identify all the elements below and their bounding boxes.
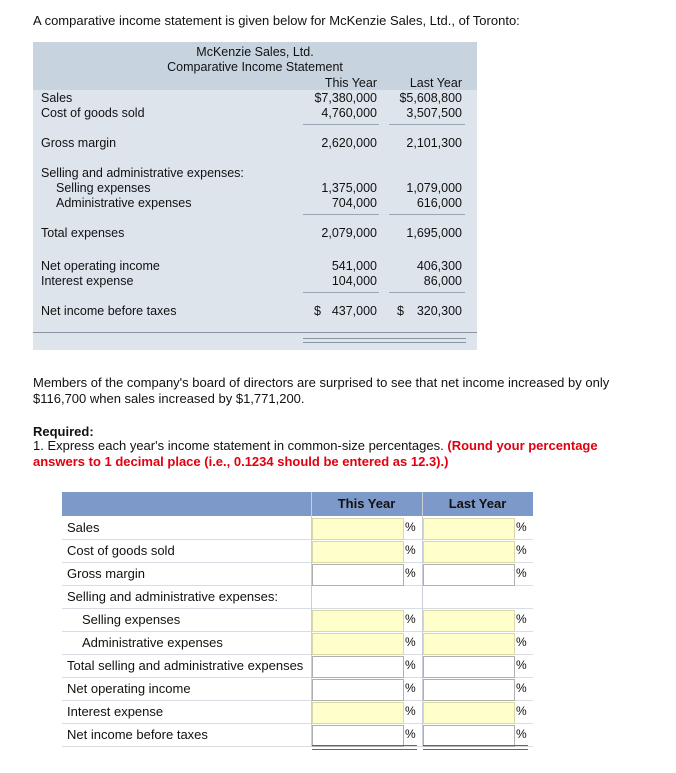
row-label: Net operating income bbox=[67, 681, 191, 696]
last-year-percent-input[interactable] bbox=[423, 610, 515, 632]
this-year-percent-input[interactable] bbox=[312, 564, 404, 586]
divider bbox=[303, 338, 466, 339]
intro-text: A comparative income statement is given below for McKenzie Sales, Ltd., of Toronto: bbox=[33, 13, 520, 28]
percent-sign: % bbox=[405, 543, 416, 557]
row-total-exp-this: 2,079,000 bbox=[321, 226, 377, 240]
row-gross-label: Gross margin bbox=[41, 136, 117, 150]
row-label: Net income before taxes bbox=[67, 727, 208, 742]
last-year-percent-input[interactable] bbox=[423, 656, 515, 678]
row-admin-this: 704,000 bbox=[331, 196, 377, 210]
row-label: Total selling and administrative expenses bbox=[67, 658, 304, 673]
table-row bbox=[62, 562, 533, 586]
this-year-percent-input[interactable] bbox=[312, 518, 404, 540]
row-net-op-label: Net operating income bbox=[41, 259, 160, 273]
row-gross-this: 2,620,000 bbox=[321, 136, 377, 150]
row-total-exp-label: Total expenses bbox=[41, 226, 125, 240]
income-statement bbox=[33, 42, 477, 350]
row-selling-last: 1,079,000 bbox=[406, 181, 462, 195]
row-gross-last: 2,101,300 bbox=[406, 136, 462, 150]
percent-sign: % bbox=[516, 543, 527, 557]
row-label: Selling expenses bbox=[82, 612, 181, 627]
table-row bbox=[62, 723, 533, 747]
row-interest-last: 86,000 bbox=[423, 274, 462, 288]
row-nibt-this-symbol: $ bbox=[314, 304, 321, 318]
row-label: Interest expense bbox=[67, 704, 164, 719]
this-year-percent-input[interactable] bbox=[312, 679, 404, 701]
col-this-year: This Year bbox=[324, 76, 377, 90]
divider bbox=[303, 292, 379, 293]
row-interest-label: Interest expense bbox=[41, 274, 134, 288]
table-row bbox=[62, 654, 533, 678]
statement-title: Comparative Income Statement bbox=[167, 60, 343, 74]
percent-sign: % bbox=[516, 635, 527, 649]
this-year-percent-input[interactable] bbox=[312, 725, 404, 747]
divider bbox=[389, 124, 465, 125]
percent-sign: % bbox=[405, 520, 416, 534]
row-nibt-this: 437,000 bbox=[331, 304, 377, 318]
row-admin-label: Administrative expenses bbox=[56, 196, 192, 210]
header-last-year: Last Year bbox=[448, 496, 507, 511]
this-year-percent-input[interactable] bbox=[312, 610, 404, 632]
rounding-instruction: (Round your percentage answers to 1 decimal place (i.e., 0.1234 should be entered as 12.3).) bbox=[33, 438, 598, 469]
row-selling-this: 1,375,000 bbox=[321, 181, 377, 195]
this-year-percent-input[interactable] bbox=[312, 702, 404, 724]
divider bbox=[389, 214, 465, 215]
percent-sign: % bbox=[405, 612, 416, 626]
percent-sign: % bbox=[516, 658, 527, 672]
percent-sign: % bbox=[516, 520, 527, 534]
row-net-op-last: 406,300 bbox=[416, 259, 462, 273]
row-sga-header: Selling and administrative expenses: bbox=[41, 166, 244, 180]
last-year-percent-input[interactable] bbox=[423, 541, 515, 563]
percent-sign: % bbox=[405, 727, 416, 741]
col-last-year: Last Year bbox=[409, 76, 462, 90]
row-sales-label: Sales bbox=[41, 91, 73, 105]
required-item bbox=[33, 438, 633, 470]
percent-sign: % bbox=[405, 704, 416, 718]
percent-sign: % bbox=[405, 681, 416, 695]
row-nibt-label: Net income before taxes bbox=[41, 304, 177, 318]
table-row bbox=[62, 516, 533, 540]
percent-sign: % bbox=[516, 612, 527, 626]
table-row bbox=[62, 631, 533, 655]
percent-sign: % bbox=[516, 681, 527, 695]
row-label: Selling and administrative expenses: bbox=[67, 589, 279, 604]
percent-sign: % bbox=[516, 727, 527, 741]
last-year-percent-input[interactable] bbox=[423, 633, 515, 655]
last-year-percent-input[interactable] bbox=[423, 518, 515, 540]
this-year-percent-input[interactable] bbox=[312, 656, 404, 678]
table-row bbox=[62, 608, 533, 632]
row-sales-last: $5,608,800 bbox=[399, 91, 462, 105]
column-divider bbox=[422, 492, 423, 746]
row-cogs-this: 4,760,000 bbox=[321, 106, 377, 120]
required-text: 1. Express each year's income statement in common-size percentages. bbox=[33, 438, 444, 453]
row-selling-label: Selling expenses bbox=[56, 181, 151, 195]
row-interest-this: 104,000 bbox=[331, 274, 377, 288]
percent-sign: % bbox=[405, 635, 416, 649]
row-nibt-last-symbol: $ bbox=[397, 304, 404, 318]
row-cogs-last: 3,507,500 bbox=[406, 106, 462, 120]
percent-sign: % bbox=[516, 704, 527, 718]
divider bbox=[303, 124, 379, 125]
this-year-percent-input[interactable] bbox=[312, 541, 404, 563]
row-total-exp-last: 1,695,000 bbox=[406, 226, 462, 240]
row-label: Gross margin bbox=[67, 566, 146, 581]
row-nibt-last: 320,300 bbox=[416, 304, 462, 318]
this-year-percent-input[interactable] bbox=[312, 633, 404, 655]
divider bbox=[303, 342, 466, 343]
percent-sign: % bbox=[405, 658, 416, 672]
board-note: Members of the company's board of directors are surprised to see that net income increased by only $116,700 when sales increased by $1,771,200. bbox=[33, 375, 610, 406]
percent-sign: % bbox=[516, 566, 527, 580]
row-label: Administrative expenses bbox=[82, 635, 223, 650]
required-heading: Required: bbox=[33, 424, 94, 439]
table-row bbox=[62, 539, 533, 563]
row-label: Cost of goods sold bbox=[67, 543, 175, 558]
last-year-percent-input[interactable] bbox=[423, 702, 515, 724]
row-label: Sales bbox=[67, 520, 100, 535]
double-underline bbox=[423, 745, 528, 750]
row-cogs-label: Cost of goods sold bbox=[41, 106, 145, 120]
column-divider bbox=[311, 492, 312, 746]
last-year-percent-input[interactable] bbox=[423, 679, 515, 701]
double-underline bbox=[312, 745, 417, 750]
last-year-percent-input[interactable] bbox=[423, 725, 515, 747]
header-this-year: This Year bbox=[337, 496, 396, 511]
row-sales-this: $7,380,000 bbox=[314, 91, 377, 105]
divider bbox=[303, 214, 379, 215]
company-name: McKenzie Sales, Ltd. bbox=[196, 45, 314, 59]
table-row bbox=[62, 677, 533, 701]
row-admin-last: 616,000 bbox=[416, 196, 462, 210]
row-net-op-this: 541,000 bbox=[331, 259, 377, 273]
percent-sign: % bbox=[405, 566, 416, 580]
table-row bbox=[62, 585, 533, 609]
divider bbox=[33, 332, 477, 333]
last-year-percent-input[interactable] bbox=[423, 564, 515, 586]
divider bbox=[389, 292, 465, 293]
table-row bbox=[62, 700, 533, 724]
